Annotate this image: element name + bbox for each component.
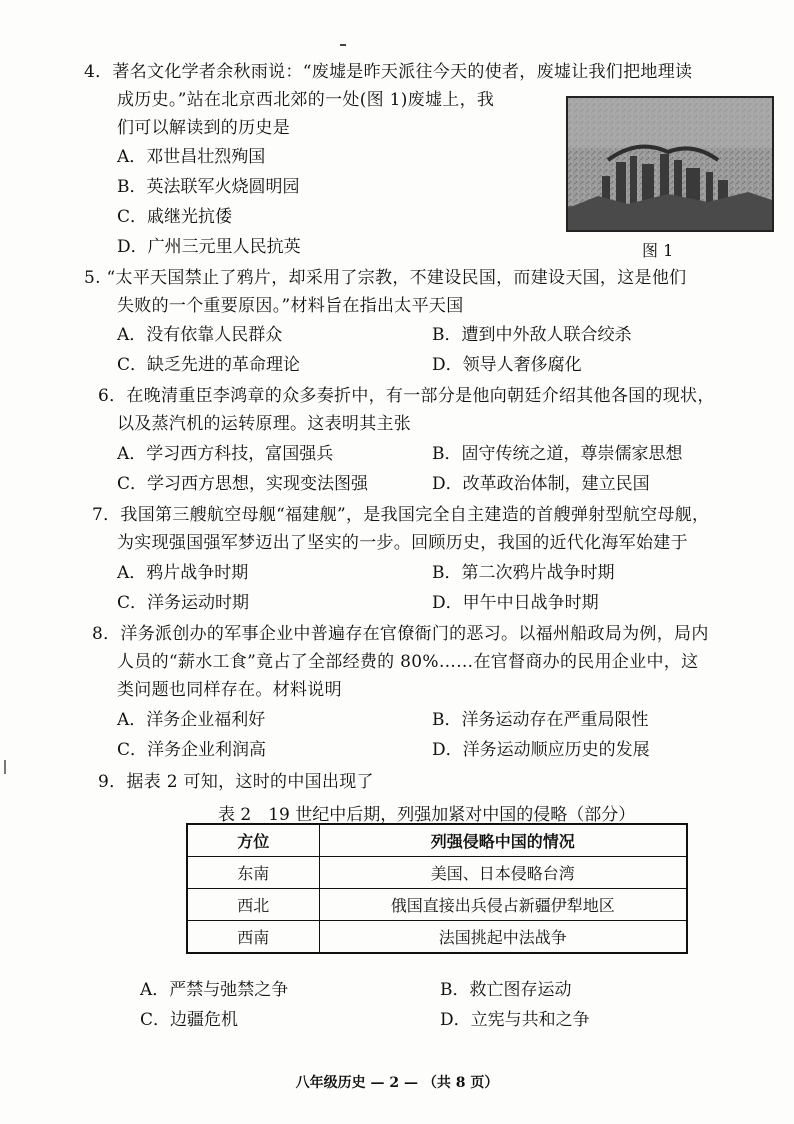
q6-option-b: B．固守传统之道，尊崇儒家思想 bbox=[432, 444, 683, 464]
q5-stem-line2: 失败的一个重要原因。”材料旨在指出太平天国 bbox=[117, 296, 464, 316]
table-cell: 东南 bbox=[187, 857, 319, 889]
q5-stem-line1: 5. “太平天国禁止了鸦片，却采用了宗教，不建设民国，而建设天国，这是他们 bbox=[84, 268, 687, 288]
q9-option-c: C．边疆危机 bbox=[140, 1010, 239, 1030]
q6-option-a: A．学习西方科技，富国强兵 bbox=[117, 444, 334, 464]
q5-option-b: B．遭到中外敌人联合绞杀 bbox=[432, 325, 632, 345]
table-cell: 美国、日本侵略台湾 bbox=[319, 857, 687, 889]
q8-stem-line1: 8．洋务派创办的军事企业中普遍存在官僚衙门的恶习。以福州船政局为例，局内 bbox=[92, 624, 709, 644]
table-2 bbox=[186, 823, 688, 954]
q7-option-c: C．洋务运动时期 bbox=[117, 593, 250, 613]
q5-option-d: D．领导人奢侈腐化 bbox=[432, 355, 582, 375]
q7-option-a: A．鸦片战争时期 bbox=[117, 563, 249, 583]
table-row bbox=[187, 921, 687, 954]
q5-option-c: C．缺乏先进的革命理论 bbox=[117, 355, 301, 375]
figure-1-ruins-photo bbox=[566, 96, 774, 232]
ruins-image bbox=[568, 98, 772, 230]
q7-stem-line1: 7．我国第三艘航空母舰“福建舰”，是我国完全自主建造的首艘弹射型航空母舰， bbox=[92, 505, 710, 525]
table-cell: 法国挑起中法战争 bbox=[319, 921, 687, 954]
scan-mark bbox=[4, 760, 6, 774]
q6-option-c: C．学习西方思想，实现变法图强 bbox=[117, 474, 369, 494]
q7-option-b: B．第二次鸦片战争时期 bbox=[432, 563, 615, 583]
figure-1-caption: 图 1 bbox=[642, 241, 674, 260]
q9-option-d: D．立宪与共和之争 bbox=[440, 1010, 590, 1030]
page-footer: 八年级历史 — 2 — （共 8 页） bbox=[295, 1075, 499, 1091]
q4-stem-line3: 们可以解读到的历史是 bbox=[117, 118, 290, 138]
q4-stem-line2: 成历史。”站在北京西北郊的一处(图 1)废墟上，我 bbox=[117, 90, 495, 110]
scan-mark bbox=[340, 44, 346, 46]
q6-stem-line1: 6．在晚清重臣李鸿章的众多奏折中，有一部分是他向朝廷介绍其他各国的现状， bbox=[98, 386, 715, 406]
q9-stem-line1: 9．据表 2 可知，这时的中国出现了 bbox=[98, 772, 374, 792]
q7-option-d: D．甲午中日战争时期 bbox=[432, 593, 599, 613]
q8-stem-line3: 类问题也同样存在。材料说明 bbox=[117, 680, 342, 700]
table-cell: 西北 bbox=[187, 889, 319, 921]
table-2-title: 表 2 19 世纪中后期，列强加紧对中国的侵略（部分） bbox=[218, 805, 636, 825]
q7-stem-line2: 为实现强国强军梦迈出了坚实的一步。回顾历史，我国的近代化海军始建于 bbox=[117, 533, 688, 553]
table-row bbox=[187, 857, 687, 889]
table-header-row bbox=[187, 824, 687, 857]
table-cell: 俄国直接出兵侵占新疆伊犁地区 bbox=[319, 889, 687, 921]
q4-option-c: C．戚继光抗倭 bbox=[117, 207, 233, 227]
q4-option-d: D．广州三元里人民抗英 bbox=[117, 237, 301, 257]
q4-option-a: A．邓世昌壮烈殉国 bbox=[117, 147, 266, 167]
q4-option-b: B．英法联军火烧圆明园 bbox=[117, 177, 300, 197]
table-cell: 西南 bbox=[187, 921, 319, 954]
q9-option-a: A．严禁与弛禁之争 bbox=[140, 980, 289, 1000]
q8-stem-line2: 人员的“薪水工食”竟占了全部经费的 80%……在官督商办的民用企业中，这 bbox=[117, 652, 699, 672]
q8-option-d: D．洋务运动顺应历史的发展 bbox=[432, 740, 650, 760]
table-row bbox=[187, 889, 687, 921]
q6-stem-line2: 以及蒸汽机的运转原理。这表明其主张 bbox=[117, 414, 412, 434]
q4-stem-line1: 4．著名文化学者余秋雨说：“废墟是昨天派往今天的使者，废墟让我们把地理读 bbox=[84, 62, 693, 82]
table-header-cell: 列强侵略中国的情况 bbox=[319, 824, 687, 857]
q8-option-b: B．洋务运动存在严重局限性 bbox=[432, 710, 649, 730]
q5-option-a: A．没有依靠人民群众 bbox=[117, 325, 283, 345]
q8-option-a: A．洋务企业福利好 bbox=[117, 710, 266, 730]
q6-option-d: D．改革政治体制，建立民国 bbox=[432, 474, 650, 494]
table-header-cell: 方位 bbox=[187, 824, 319, 857]
q8-option-c: C．洋务企业利润高 bbox=[117, 740, 267, 760]
q9-option-b: B．救亡图存运动 bbox=[440, 980, 572, 1000]
